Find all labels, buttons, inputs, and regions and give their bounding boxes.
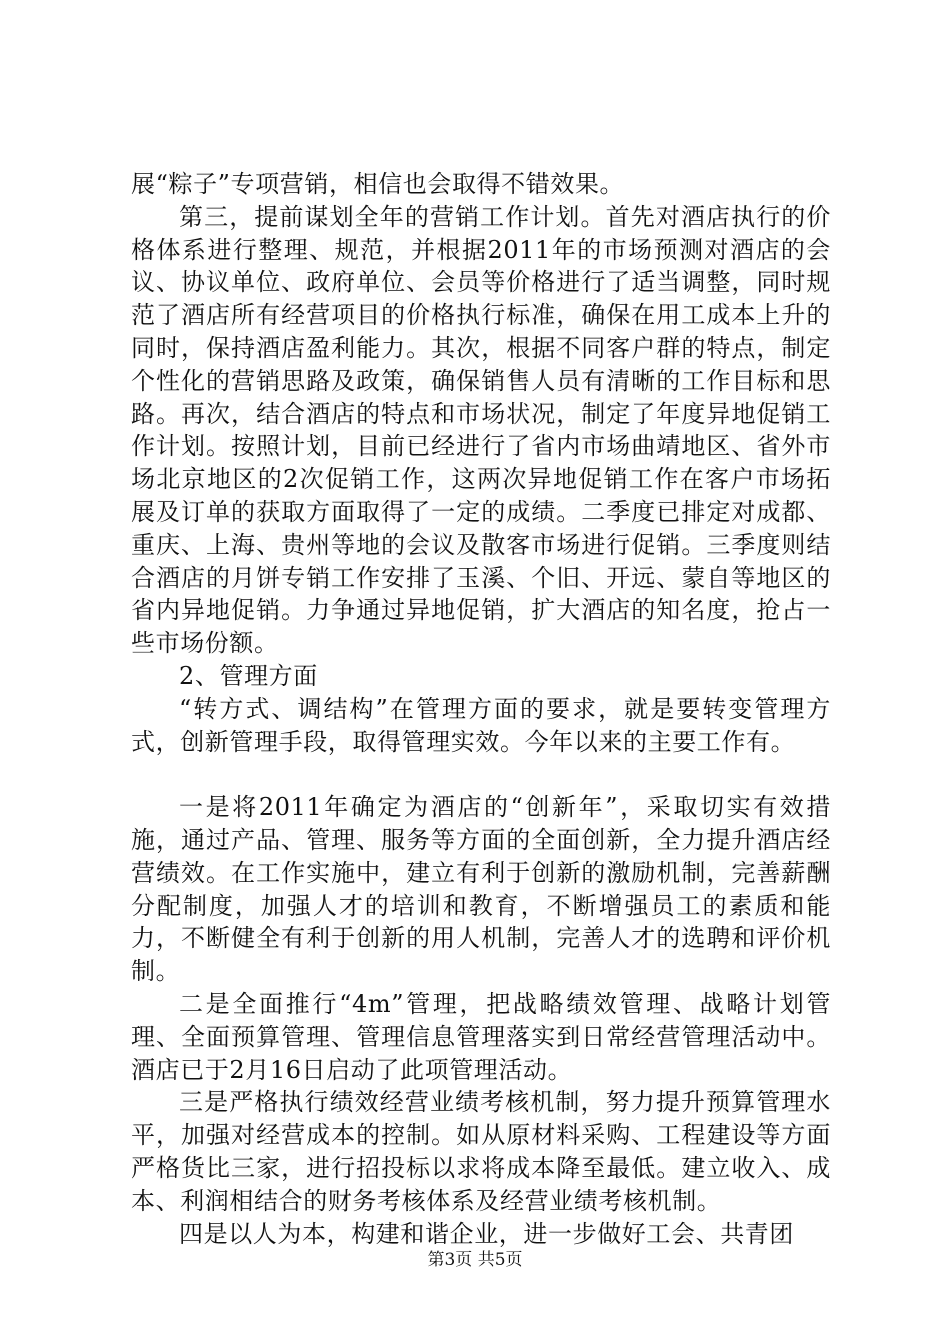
paragraph-continuation: 展“粽子”专项营销，相信也会取得不错效果。 [131,170,625,198]
page-number: 第3页 共5页 [427,1250,523,1270]
paragraph-marketing-plan: 第三，提前谋划全年的营销工作计划。首先对酒店执行的价格体系进行整理、规范，并根据2011年的市场预测对酒店的会议、协议单位、政府单位、会员等价格进行了适当调整，同时规范了酒店所有经营项目的价格执行标准，确保在用工成本上升的同时，保持酒店盈利能力。其次，根据不同客户群的特点，制定个性化的营销思路及政策，确保销售人员有清晰的工作目标和思路。再次，结合酒店的特点和市场状况，制定了年度异地促销工作计划。按照计划，目前已经进行了省内市场曲靖地区、省外市场北京地区的2次促销工作，这两次异地促销工作在客户市场拓展及订单的获取方面取得了一定的成绩。二季度已排定对成都、重庆、上海、贵州等地的会议及散客市场进行促销。三季度则结合酒店的月饼专销工作安排了玉溪、个旧、开远、蒙自等地区的省内异地促销。力争通过异地促销，扩大酒店的知名度，抢占一些市场份额。 [131,202,831,658]
section-heading-management: 2、管理方面 [179,661,318,690]
paragraph-item-one: 一是将2011年确定为酒店的“创新年”，采取切实有效措施，通过产品、管理、服务等方面的全面创新，全力提升酒店经营绩效。在工作实施中，建立有利于创新的激励机制，完善薪酬分配制度，加强人才的培训和教育，不断增强员工的素质和能力，不断健全有利于创新的用人机制，完善人才的选聘和评价机制。 [131,793,831,986]
paragraph-item-three: 三是严格执行绩效经营业绩考核机制，努力提升预算管理水平，加强对经营成本的控制。如从原材料采购、工程建设等方面严格货比三家，进行招投标以求将成本降至最低。建立收入、成本、利润相结合的财务考核体系及经营业绩考核机制。 [131,1088,831,1215]
page-footer [0,1245,950,1270]
paragraph-management-intro: “转方式、调结构”在管理方面的要求，就是要转变管理方式，创新管理手段，取得管理实效。今年以来的主要工作有。 [131,694,831,756]
paragraph-item-four: 四是以人为本，构建和谐企业，进一步做好工会、共青团 [179,1219,794,1248]
document-body [131,168,831,1250]
paragraph-item-two: 二是全面推行“4m”管理，把战略绩效管理、战略计划管理、全面预算管理、管理信息管理落实到日常经营管理活动中。酒店已于2月16日启动了此项管理活动。 [131,989,831,1084]
